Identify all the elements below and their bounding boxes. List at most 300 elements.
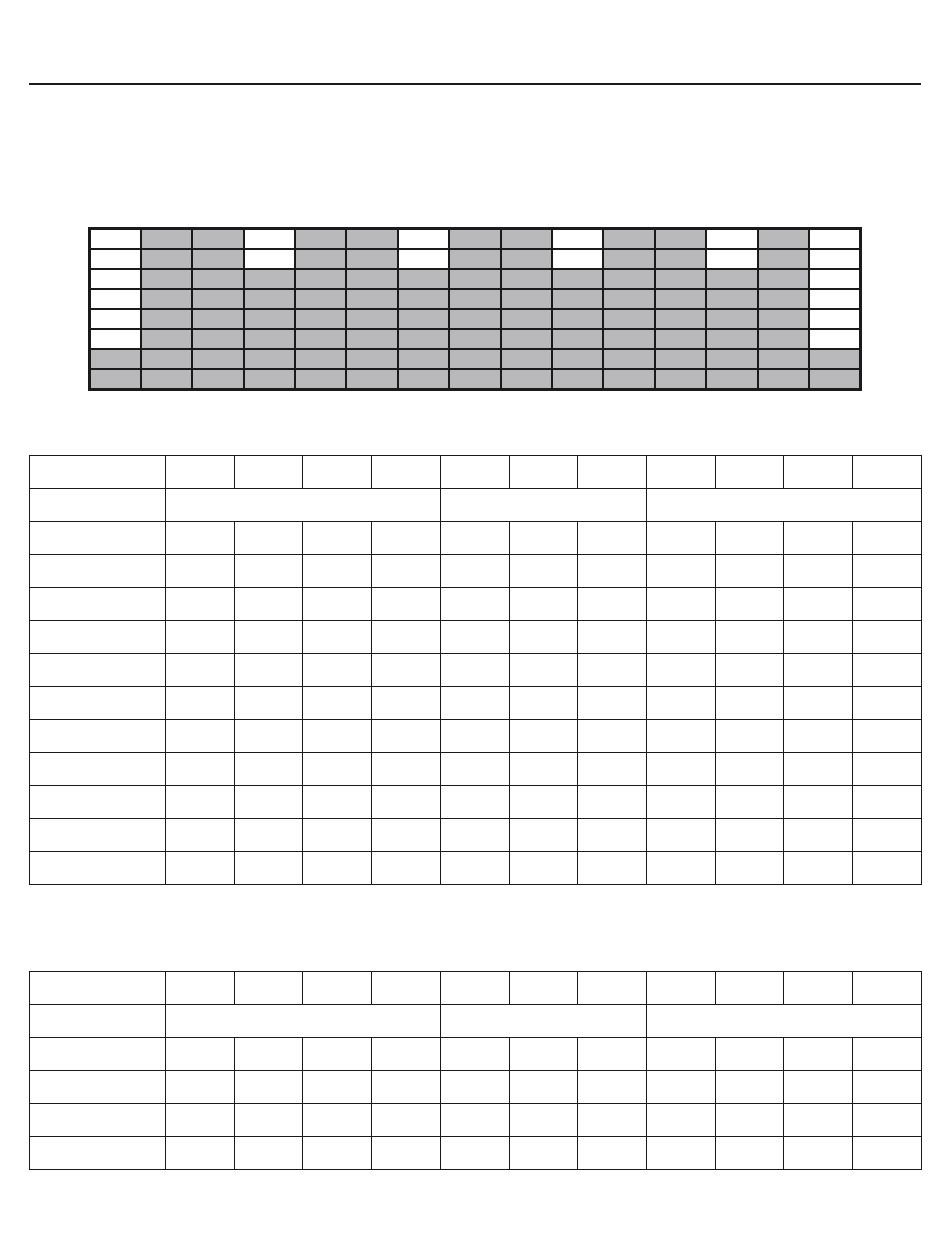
table-row: [30, 852, 922, 885]
shaded-grid-cell: [346, 249, 397, 269]
shaded-grid-cell: [501, 229, 552, 250]
table-cell: [440, 489, 646, 522]
table-cell: [372, 1137, 441, 1170]
table-cell: [853, 687, 922, 720]
table-cell: [647, 819, 716, 852]
shaded-grid-cell: [603, 269, 654, 289]
table-cell: [234, 522, 303, 555]
table-cell: [234, 621, 303, 654]
shaded-grid-cell: [449, 309, 500, 329]
table-cell: [166, 1104, 235, 1137]
shaded-grid-cell: [192, 309, 243, 329]
table-cell: [784, 1137, 853, 1170]
table-row: [30, 1071, 922, 1104]
shaded-grid-cell: [603, 309, 654, 329]
table-cell: [372, 1071, 441, 1104]
table-cell: [234, 1038, 303, 1071]
shaded-grid-cell: [706, 349, 757, 369]
table-cell: [715, 1137, 784, 1170]
table-cell: [509, 1104, 578, 1137]
table-cell: [509, 1038, 578, 1071]
shaded-grid-cell: [141, 289, 192, 309]
table-cell: [853, 753, 922, 786]
table-cell: [303, 852, 372, 885]
table-row: [30, 621, 922, 654]
table-cell: [440, 621, 509, 654]
shaded-grid-cell: [192, 249, 243, 269]
table-cell: [853, 1071, 922, 1104]
table-cell: [647, 972, 716, 1005]
table-cell: [372, 852, 441, 885]
shaded-grid-cell: [449, 369, 500, 390]
table-cell: [303, 1104, 372, 1137]
table-cell: [853, 852, 922, 885]
table-row: [30, 654, 922, 687]
shaded-grid-cell: [809, 309, 861, 329]
table-cell: [372, 555, 441, 588]
table-cell: [30, 522, 166, 555]
table-cell: [166, 819, 235, 852]
table-cell: [166, 654, 235, 687]
table-cell: [372, 588, 441, 621]
table-cell: [715, 588, 784, 621]
shaded-grid-cell: [398, 309, 449, 329]
shaded-grid-cell: [141, 309, 192, 329]
table-cell: [440, 1038, 509, 1071]
shaded-grid-cell: [346, 289, 397, 309]
shaded-grid-cell: [398, 349, 449, 369]
shaded-grid-cell: [295, 369, 346, 390]
shaded-grid-cell: [655, 369, 706, 390]
shaded-grid-cell: [90, 249, 141, 269]
table-cell: [372, 621, 441, 654]
table-cell: [509, 1137, 578, 1170]
table-cell: [30, 654, 166, 687]
table-cell: [234, 819, 303, 852]
table-cell: [166, 852, 235, 885]
table-cell: [234, 720, 303, 753]
table-cell: [30, 621, 166, 654]
table-cell: [440, 456, 509, 489]
table-cell: [509, 687, 578, 720]
table-cell: [784, 654, 853, 687]
table-row: [30, 522, 922, 555]
shaded-grid-cell: [655, 229, 706, 250]
table-cell: [372, 1038, 441, 1071]
table-cell: [578, 522, 647, 555]
table-cell: [166, 720, 235, 753]
table-cell: [784, 819, 853, 852]
shaded-grid-cell: [192, 329, 243, 349]
shaded-grid-cell: [655, 289, 706, 309]
shaded-grid-cell: [809, 229, 861, 250]
shaded-grid-cell: [706, 249, 757, 269]
table-cell: [234, 753, 303, 786]
shaded-grid-cell: [244, 309, 295, 329]
shaded-grid-cell: [346, 329, 397, 349]
shaded-grid-cell: [552, 249, 603, 269]
table-row: [30, 1005, 922, 1038]
shaded-grid-cell: [449, 289, 500, 309]
table-cell: [30, 489, 166, 522]
table-cell: [440, 1005, 646, 1038]
shaded-grid-cell: [295, 269, 346, 289]
table-cell: [715, 555, 784, 588]
table-cell: [166, 972, 235, 1005]
table-cell: [647, 1005, 922, 1038]
table-cell: [166, 1038, 235, 1071]
table-cell: [578, 1104, 647, 1137]
shaded-grid-cell: [295, 229, 346, 250]
table-row: [30, 753, 922, 786]
shaded-grid-cell: [346, 309, 397, 329]
table-cell: [30, 1005, 166, 1038]
table-cell: [166, 522, 235, 555]
table-cell: [853, 819, 922, 852]
table-cell: [578, 972, 647, 1005]
table-cell: [234, 786, 303, 819]
table-cell: [784, 720, 853, 753]
table-cell: [578, 852, 647, 885]
table-cell: [509, 456, 578, 489]
shaded-grid-cell: [244, 289, 295, 309]
table-cell: [509, 1071, 578, 1104]
table-cell: [784, 786, 853, 819]
table-cell: [578, 555, 647, 588]
table-cell: [578, 753, 647, 786]
table-cell: [166, 621, 235, 654]
table-cell: [784, 456, 853, 489]
shaded-grid-cell: [90, 309, 141, 329]
shaded-grid-cell: [501, 309, 552, 329]
table-cell: [440, 753, 509, 786]
table-cell: [166, 456, 235, 489]
table-cell: [715, 456, 784, 489]
shaded-grid-cell: [809, 269, 861, 289]
table-row: [30, 588, 922, 621]
table-cell: [166, 687, 235, 720]
table-cell: [715, 972, 784, 1005]
table-cell: [509, 621, 578, 654]
table-row: [30, 786, 922, 819]
shaded-grid-cell: [192, 369, 243, 390]
shaded-grid-row: [90, 369, 861, 390]
table-cell: [853, 972, 922, 1005]
table-cell: [853, 786, 922, 819]
table-cell: [647, 654, 716, 687]
shaded-grid-cell: [758, 349, 809, 369]
table-cell: [578, 588, 647, 621]
table-cell: [647, 852, 716, 885]
table-cell: [166, 588, 235, 621]
shaded-grid-cell: [346, 229, 397, 250]
table-cell: [715, 720, 784, 753]
table-cell: [303, 555, 372, 588]
table-cell: [715, 1104, 784, 1137]
shaded-grid-cell: [603, 329, 654, 349]
table-cell: [509, 753, 578, 786]
table-cell: [234, 1137, 303, 1170]
shaded-grid-cell: [449, 349, 500, 369]
shaded-grid-cell: [552, 309, 603, 329]
shaded-grid-row: [90, 289, 861, 309]
shaded-grid-cell: [346, 269, 397, 289]
table-row: [30, 687, 922, 720]
table-cell: [234, 687, 303, 720]
shaded-grid-cell: [449, 249, 500, 269]
shaded-grid-cell: [244, 349, 295, 369]
table-cell: [372, 753, 441, 786]
table-cell: [647, 489, 922, 522]
table-cell: [30, 1104, 166, 1137]
table-row: [30, 720, 922, 753]
table-cell: [440, 1137, 509, 1170]
table-cell: [853, 1137, 922, 1170]
table-cell: [440, 819, 509, 852]
table-cell: [30, 1071, 166, 1104]
shaded-grid-cell: [90, 289, 141, 309]
table-cell: [715, 522, 784, 555]
table-cell: [715, 753, 784, 786]
table-cell: [440, 555, 509, 588]
table-cell: [578, 1137, 647, 1170]
table-cell: [440, 1071, 509, 1104]
table-cell: [372, 972, 441, 1005]
shaded-grid-cell: [603, 369, 654, 390]
table-cell: [509, 522, 578, 555]
shaded-grid-cell: [603, 349, 654, 369]
table-cell: [715, 1038, 784, 1071]
table-cell: [853, 555, 922, 588]
table-cell: [578, 654, 647, 687]
shaded-grid-cell: [758, 329, 809, 349]
table-cell: [784, 972, 853, 1005]
table-cell: [853, 621, 922, 654]
shaded-grid-cell: [501, 349, 552, 369]
shaded-grid-cell: [603, 229, 654, 250]
table-cell: [303, 456, 372, 489]
shaded-grid-cell: [398, 329, 449, 349]
shaded-grid-row: [90, 229, 861, 250]
table-cell: [30, 852, 166, 885]
table-cell: [303, 819, 372, 852]
table-cell: [166, 1005, 441, 1038]
table-cell: [784, 555, 853, 588]
table-cell: [509, 654, 578, 687]
table-cell: [647, 588, 716, 621]
table-cell: [853, 522, 922, 555]
table-cell: [303, 972, 372, 1005]
shaded-grid-cell: [706, 369, 757, 390]
blank-table-bottom: [29, 971, 922, 1170]
table-cell: [784, 687, 853, 720]
shaded-grid-cell: [141, 329, 192, 349]
shaded-grid: [88, 227, 862, 391]
table-cell: [30, 753, 166, 786]
shaded-grid-cell: [809, 369, 861, 390]
table-cell: [509, 972, 578, 1005]
shaded-grid-cell: [706, 269, 757, 289]
shaded-grid-cell: [501, 329, 552, 349]
shaded-grid-cell: [655, 249, 706, 269]
shaded-grid-cell: [141, 269, 192, 289]
table-cell: [166, 753, 235, 786]
shaded-grid-cell: [141, 349, 192, 369]
shaded-grid-cell: [244, 249, 295, 269]
table-cell: [372, 687, 441, 720]
table-cell: [784, 852, 853, 885]
table-cell: [578, 819, 647, 852]
shaded-grid-cell: [552, 349, 603, 369]
table-row: [30, 1038, 922, 1071]
blank-table-top: [29, 455, 922, 885]
shaded-grid-cell: [758, 369, 809, 390]
shaded-grid-cell: [501, 249, 552, 269]
table-cell: [647, 555, 716, 588]
shaded-grid-cell: [90, 369, 141, 390]
shaded-grid-cell: [295, 289, 346, 309]
table-cell: [234, 1104, 303, 1137]
table-cell: [784, 588, 853, 621]
shaded-grid-cell: [90, 269, 141, 289]
shaded-grid-cell: [655, 349, 706, 369]
table-cell: [234, 852, 303, 885]
table-cell: [647, 522, 716, 555]
shaded-grid-cell: [809, 249, 861, 269]
table-cell: [440, 588, 509, 621]
table-cell: [853, 720, 922, 753]
shaded-grid-cell: [398, 269, 449, 289]
table-cell: [509, 588, 578, 621]
shaded-grid-cell: [552, 269, 603, 289]
shaded-grid-cell: [758, 229, 809, 250]
table-cell: [234, 972, 303, 1005]
shaded-grid-cell: [706, 309, 757, 329]
header-rule: [29, 83, 921, 85]
table-cell: [166, 786, 235, 819]
shaded-grid-cell: [295, 249, 346, 269]
shaded-grid-cell: [192, 269, 243, 289]
shaded-grid-cell: [295, 349, 346, 369]
table-cell: [578, 786, 647, 819]
shaded-grid-cell: [603, 249, 654, 269]
table-cell: [166, 555, 235, 588]
table-cell: [30, 819, 166, 852]
shaded-grid-cell: [809, 329, 861, 349]
table-cell: [303, 687, 372, 720]
table-cell: [30, 456, 166, 489]
shaded-grid-row: [90, 349, 861, 369]
shaded-grid-cell: [809, 289, 861, 309]
table-cell: [853, 654, 922, 687]
table-cell: [715, 654, 784, 687]
shaded-grid-cell: [501, 269, 552, 289]
table-cell: [647, 687, 716, 720]
shaded-grid-cell: [449, 269, 500, 289]
shaded-grid-row: [90, 329, 861, 349]
shaded-grid-cell: [655, 329, 706, 349]
table-cell: [166, 1071, 235, 1104]
table-cell: [234, 588, 303, 621]
table-cell: [30, 555, 166, 588]
table-cell: [440, 687, 509, 720]
table-cell: [647, 621, 716, 654]
table-cell: [715, 687, 784, 720]
table-row: [30, 1104, 922, 1137]
table-cell: [509, 819, 578, 852]
table-cell: [647, 1071, 716, 1104]
shaded-grid-cell: [758, 309, 809, 329]
table-cell: [166, 1137, 235, 1170]
shaded-grid-cell: [90, 329, 141, 349]
table-cell: [715, 1071, 784, 1104]
shaded-grid-cell: [141, 249, 192, 269]
table-cell: [440, 720, 509, 753]
table-cell: [647, 720, 716, 753]
shaded-grid-cell: [398, 249, 449, 269]
table-cell: [166, 489, 441, 522]
table-row: [30, 819, 922, 852]
shaded-grid-cell: [244, 229, 295, 250]
table-cell: [784, 1038, 853, 1071]
shaded-grid-cell: [90, 229, 141, 250]
shaded-grid-cell: [244, 269, 295, 289]
table-cell: [509, 555, 578, 588]
table-cell: [784, 522, 853, 555]
table-cell: [30, 687, 166, 720]
shaded-grid-cell: [192, 349, 243, 369]
table-cell: [372, 1104, 441, 1137]
table-cell: [853, 456, 922, 489]
table-cell: [578, 1038, 647, 1071]
table-cell: [784, 753, 853, 786]
table-cell: [578, 621, 647, 654]
table-cell: [853, 1038, 922, 1071]
table-cell: [372, 786, 441, 819]
table-cell: [303, 1071, 372, 1104]
shaded-grid-cell: [141, 369, 192, 390]
table-cell: [578, 1071, 647, 1104]
table-cell: [440, 852, 509, 885]
shaded-grid-cell: [655, 309, 706, 329]
table-cell: [715, 819, 784, 852]
shaded-grid-cell: [501, 289, 552, 309]
shaded-grid-cell: [295, 329, 346, 349]
table-cell: [853, 1104, 922, 1137]
table-cell: [440, 654, 509, 687]
table-cell: [234, 555, 303, 588]
table-cell: [647, 1038, 716, 1071]
shaded-grid-cell: [398, 229, 449, 250]
table-cell: [234, 1071, 303, 1104]
shaded-grid-cell: [809, 349, 861, 369]
table-cell: [578, 720, 647, 753]
table-cell: [30, 1137, 166, 1170]
table-cell: [372, 522, 441, 555]
table-cell: [440, 972, 509, 1005]
table-cell: [784, 1104, 853, 1137]
shaded-grid-cell: [758, 269, 809, 289]
table-cell: [509, 720, 578, 753]
table-row: [30, 972, 922, 1005]
table-row: [30, 1137, 922, 1170]
shaded-grid-cell: [90, 349, 141, 369]
shaded-grid-cell: [244, 329, 295, 349]
table-cell: [578, 687, 647, 720]
table-cell: [234, 456, 303, 489]
shaded-grid-cell: [244, 369, 295, 390]
table-cell: [303, 753, 372, 786]
